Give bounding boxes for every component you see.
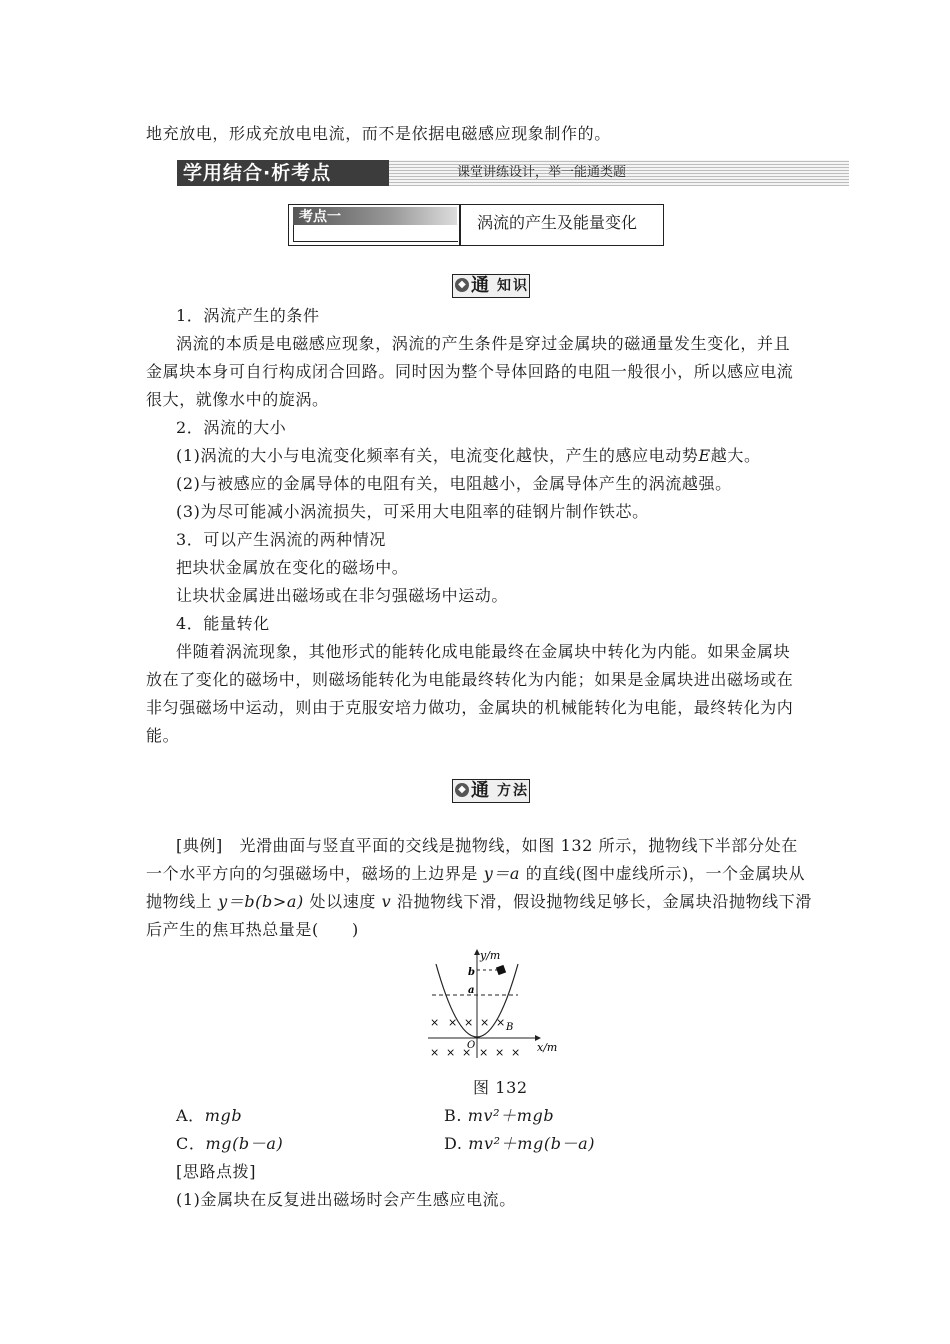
section-tag-fangfa [452,779,530,803]
field-cross: × [430,1046,440,1059]
case-2: 让块状金属进出磁场或在非匀强磁场中运动。 [176,586,509,605]
example-line-2-a: 一个水平方向的匀强磁场中，磁场的上边界是 [146,864,484,883]
y-axis-label: y/m [480,949,501,962]
option-d-label: D. [444,1134,463,1153]
label-field-b: B [506,1022,514,1033]
paragraph-1-line-1: 涡流的本质是电磁感应现象，涡流的产生条件是穿过金属块的磁通量发生变化，并且 [176,334,791,353]
option-b-expr: mv²＋mgb [467,1106,555,1125]
banner-title-block [177,160,389,186]
paragraph-1-line-2: 金属块本身可自行构成闭合回路。同时因为整个导体回路的电阻一般很小，所以感应电流 [146,362,794,381]
example-line-3 [146,892,812,912]
label-b: b [468,967,475,978]
heading-2: 2．涡流的大小 [176,418,287,437]
field-cross: × [511,1046,521,1059]
section-tag-small: 方法 [497,783,529,799]
parabola-figure [422,946,562,1068]
example-line-3-var: y＝b(b>a) [218,892,304,911]
option-c [176,1134,283,1154]
field-cross: × [495,1046,505,1059]
option-d [444,1134,595,1154]
example-line-2-var: y＝a [483,864,521,883]
label-origin: O [467,1040,476,1051]
item-1 [176,446,761,466]
example-line-2 [146,864,805,884]
paragraph-4-line-4: 能。 [146,726,180,745]
item-1-text-b: 越大。 [710,446,761,465]
metal-block [496,965,506,975]
kaodian-box [288,204,664,246]
item-1-var: E [698,446,711,465]
figure-caption: 图 132 [473,1078,528,1097]
field-cross: × [430,1016,440,1029]
field-cross: × [479,1046,489,1059]
example-line-3-v: v [381,892,392,911]
banner-title: 学用结合·析考点 [183,162,332,184]
item-2: (2)与被感应的金属导体的电阻有关，电阻越小，金属导体产生的涡流越强。 [176,474,732,493]
kaodian-divider [459,205,461,245]
example-line-1: [典例] 光滑曲面与竖直平面的交线是抛物线，如图 132 所示，抛物线下半部分处在 [176,836,798,855]
option-a-expr: mgb [204,1106,243,1125]
example-line-3-c: 沿抛物线下滑，假设抛物线足够长，金属块沿抛物线下滑 [391,892,812,911]
field-cross: × [448,1016,458,1029]
x-axis-label: x/m [537,1041,558,1054]
kaodian-tag-label: 考点一 [299,209,341,225]
example-line-4: 后产生的焦耳热总量是( ) [146,920,359,939]
heading-3: 3．可以产生涡流的两种情况 [176,530,386,549]
field-cross: × [446,1046,456,1059]
field-cross: × [496,1016,506,1029]
label-a: a [468,985,475,996]
option-a [176,1106,242,1126]
intro-line: 地充放电，形成充放电电流，而不是依据电磁感应现象制作的。 [146,124,611,143]
example-line-3-a: 抛物线上 [146,892,219,911]
hint-1: (1)金属块在反复进出磁场时会产生感应电流。 [176,1190,516,1209]
kaodian-title: 涡流的产生及能量变化 [477,213,638,232]
banner-subtitle: 课堂讲练设计，举一能通类题 [457,165,627,180]
case-1: 把块状金属放在变化的磁场中。 [176,558,409,577]
option-c-label: C． [176,1134,206,1153]
option-b [444,1106,554,1126]
paragraph-4-line-1: 伴随着涡流现象，其他形式的能转化成电能最终在金属块中转化为内能。如果金属块 [176,642,791,661]
paragraph-4-line-3: 非匀强磁场中运动，则由于克服安培力做功，金属块的机械能转化为电能，最终转化为内 [146,698,794,717]
section-tag-big: 通 [471,275,489,296]
item-1-text-a: (1)涡流的大小与电流变化频率有关，电流变化越快，产生的感应电动势 [176,446,699,465]
tag-marker-icon: ◆ [455,783,469,797]
paragraph-1-line-3: 很大，就像水中的旋涡。 [146,390,329,409]
paragraph-4-line-2: 放在了变化的磁场中，则磁场能转化为电能最终转化为内能；如果是金属块进出磁场或在 [146,670,794,689]
hint-title: [思路点拨] [176,1162,257,1181]
heading-4: 4．能量转化 [176,614,270,633]
kaodian-bracket [293,225,458,242]
section-tag-zhishi [452,274,530,298]
option-b-label: B. [444,1106,463,1125]
option-a-label: A． [176,1106,205,1125]
section-tag-small: 知识 [497,278,529,294]
kaodian-tag [293,207,457,225]
option-d-expr: mv²＋mg(b－a) [468,1134,596,1153]
field-cross: × [480,1016,490,1029]
heading-1: 1．涡流产生的条件 [176,306,320,325]
tag-marker-icon: ◆ [455,278,469,292]
item-3: (3)为尽可能减小涡流损失，可采用大电阻率的硅钢片制作铁芯。 [176,502,649,521]
example-line-3-b: 处以速度 [303,892,382,911]
example-line-2-b: 的直线(图中虚线所示)，一个金属块从 [520,864,806,883]
section-banner [177,160,849,186]
section-tag-big: 通 [471,780,489,801]
field-cross: × [462,1046,472,1059]
option-c-expr: mg(b－a) [205,1134,284,1153]
field-cross: × [464,1016,474,1029]
